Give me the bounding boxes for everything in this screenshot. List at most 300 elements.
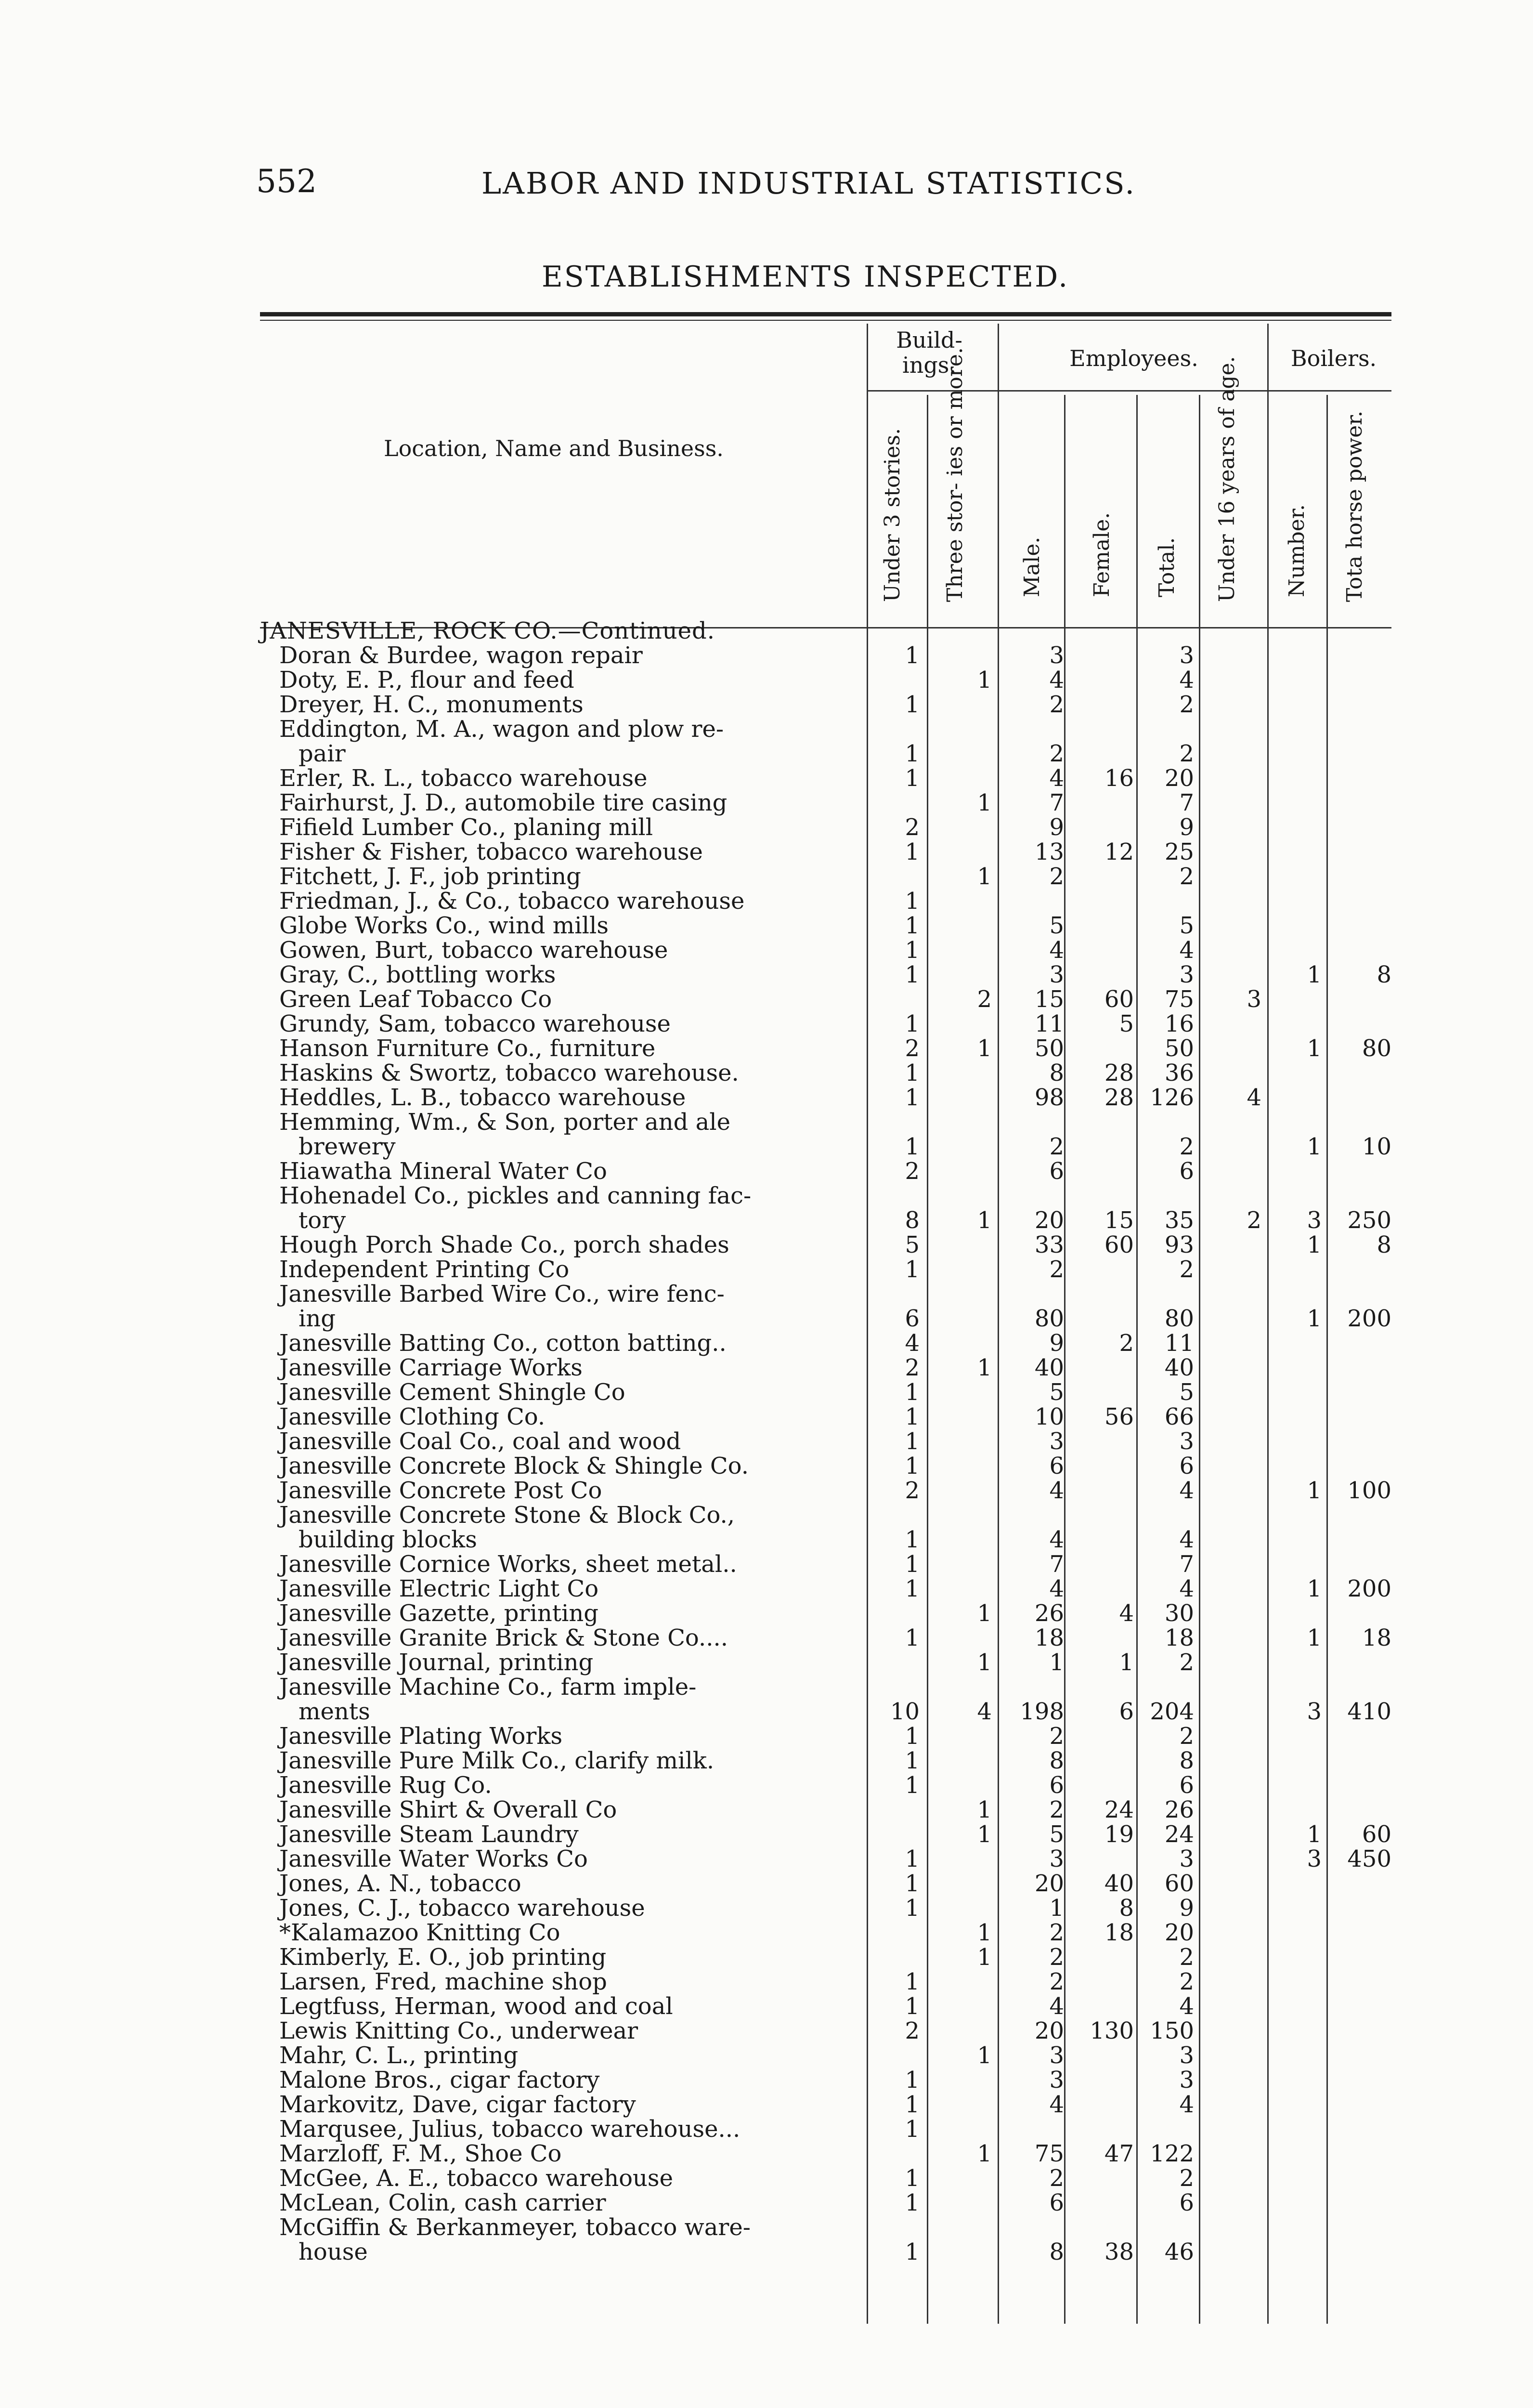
table-row bbox=[0, 791, 1533, 815]
three-or-more-cell: 1 bbox=[977, 2140, 992, 2167]
total-cell: 8 bbox=[1179, 1747, 1194, 1774]
establishment-name: Janesville Steam Laundry bbox=[279, 1821, 579, 1848]
male-cell: 3 bbox=[1049, 961, 1064, 988]
three-or-more-cell: 1 bbox=[977, 863, 992, 890]
male-cell: 6 bbox=[1049, 1453, 1064, 1479]
male-cell: 33 bbox=[1034, 1231, 1064, 1258]
total-cell: 3 bbox=[1179, 1845, 1194, 1872]
total-cell: 66 bbox=[1164, 1403, 1194, 1430]
establishment-name: Hough Porch Shade Co., porch shades bbox=[279, 1231, 729, 1258]
male-cell: 20 bbox=[1034, 2017, 1064, 2044]
under16-cell: 3 bbox=[1247, 986, 1261, 1013]
table-row bbox=[0, 1257, 1533, 1282]
male-cell: 5 bbox=[1049, 1821, 1064, 1848]
male-cell: 4 bbox=[1049, 937, 1064, 964]
under3-cell: 8 bbox=[905, 1207, 920, 1234]
table-row bbox=[0, 2019, 1533, 2043]
under3-cell: 1 bbox=[905, 1010, 920, 1037]
female-cell: 60 bbox=[1104, 1231, 1134, 1258]
under3-cell: 1 bbox=[905, 1870, 920, 1897]
male-cell: 4 bbox=[1049, 1526, 1064, 1553]
under3-cell: 1 bbox=[905, 1772, 920, 1799]
total-cell: 150 bbox=[1150, 2017, 1194, 2044]
boiler-number-cell: 3 bbox=[1307, 1207, 1322, 1234]
establishment-name: Legtfuss, Herman, wood and coal bbox=[279, 1993, 673, 2020]
male-cell: 11 bbox=[1034, 1010, 1064, 1037]
male-cell: 75 bbox=[1034, 2140, 1064, 2167]
male-cell: 8 bbox=[1049, 1747, 1064, 1774]
table-row bbox=[0, 1036, 1533, 1061]
table-row bbox=[0, 1110, 1533, 1159]
table-row bbox=[0, 2093, 1533, 2117]
table-row bbox=[0, 1331, 1533, 1356]
table-row bbox=[0, 2117, 1533, 2142]
under3-cell: 1 bbox=[905, 1747, 920, 1774]
three-or-more-cell: 1 bbox=[977, 1944, 992, 1971]
total-cell: 2 bbox=[1179, 1968, 1194, 1995]
table-row bbox=[0, 938, 1533, 963]
male-cell: 20 bbox=[1034, 1207, 1064, 1234]
total-cell: 6 bbox=[1179, 1772, 1194, 1799]
boiler-number-cell: 1 bbox=[1307, 1035, 1322, 1062]
horse-power-cell: 10 bbox=[1362, 1133, 1391, 1160]
total-cell: 2 bbox=[1179, 1723, 1194, 1750]
male-cell: 2 bbox=[1049, 1796, 1064, 1823]
vline bbox=[1267, 628, 1269, 2324]
total-cell: 2 bbox=[1179, 1256, 1194, 1283]
establishment-name-cont: building blocks bbox=[299, 1526, 477, 1553]
under3-cell: 2 bbox=[905, 814, 920, 841]
establishment-name: *Kalamazoo Knitting Co bbox=[279, 1919, 560, 1946]
total-cell: 3 bbox=[1179, 961, 1194, 988]
boiler-number-cell: 1 bbox=[1307, 961, 1322, 988]
under3-cell: 1 bbox=[905, 1575, 920, 1602]
establishment-name: Janesville Water Works Co bbox=[279, 1845, 588, 1872]
table-row bbox=[0, 2068, 1533, 2093]
total-cell: 7 bbox=[1179, 1551, 1194, 1578]
establishment-name: Friedman, J., & Co., tobacco warehouse bbox=[279, 888, 745, 915]
location-heading-row bbox=[0, 619, 1533, 643]
vline bbox=[1267, 324, 1269, 627]
table-row bbox=[0, 1086, 1533, 1110]
table-row bbox=[0, 1994, 1533, 2019]
establishment-name: Doty, E. P., flour and feed bbox=[279, 667, 574, 694]
col-buildings: Build- ings. bbox=[896, 327, 962, 378]
col-total: Total. bbox=[1155, 537, 1179, 597]
male-cell: 3 bbox=[1049, 2067, 1064, 2094]
col-number: Number. bbox=[1285, 504, 1309, 597]
total-cell: 18 bbox=[1164, 1624, 1194, 1651]
under3-cell: 5 bbox=[905, 1231, 920, 1258]
table-row bbox=[0, 1871, 1533, 1896]
establishment-name: McGee, A. E., tobacco warehouse bbox=[279, 2165, 673, 2192]
table-row bbox=[0, 766, 1533, 791]
total-cell: 9 bbox=[1179, 814, 1194, 841]
table-row bbox=[0, 2215, 1533, 2264]
vline bbox=[998, 628, 999, 2324]
total-cell: 4 bbox=[1179, 667, 1194, 694]
table-row bbox=[0, 2142, 1533, 2166]
three-or-more-cell: 1 bbox=[977, 1354, 992, 1381]
establishment-name: Marzloff, F. M., Shoe Co bbox=[279, 2140, 562, 2167]
total-cell: 60 bbox=[1164, 1870, 1194, 1897]
three-or-more-cell: 4 bbox=[977, 1698, 992, 1725]
male-cell: 8 bbox=[1049, 2238, 1064, 2265]
total-cell: 40 bbox=[1164, 1354, 1194, 1381]
establishment-name: Haskins & Swortz, tobacco warehouse. bbox=[279, 1060, 739, 1086]
total-cell: 2 bbox=[1179, 1133, 1194, 1160]
horse-power-cell: 18 bbox=[1362, 1624, 1391, 1651]
female-cell: 28 bbox=[1104, 1060, 1134, 1086]
vline bbox=[998, 324, 999, 627]
horse-power-cell: 100 bbox=[1347, 1477, 1391, 1504]
establishment-name: Fitchett, J. F., job printing bbox=[279, 863, 581, 890]
male-cell: 4 bbox=[1049, 1477, 1064, 1504]
total-cell: 5 bbox=[1179, 1379, 1194, 1406]
male-cell: 26 bbox=[1034, 1600, 1064, 1627]
establishment-name: Globe Works Co., wind mills bbox=[279, 912, 609, 939]
table-row bbox=[0, 815, 1533, 840]
table-row bbox=[0, 1650, 1533, 1675]
establishment-name: Janesville Journal, printing bbox=[279, 1649, 594, 1676]
boiler-number-cell: 1 bbox=[1307, 1305, 1322, 1332]
total-cell: 35 bbox=[1164, 1207, 1194, 1234]
boiler-number-cell: 1 bbox=[1307, 1231, 1322, 1258]
establishment-name: Fairhurst, J. D., automobile tire casing bbox=[279, 789, 728, 816]
location-heading: JANESVILLE, ROCK CO.—Continued. bbox=[260, 617, 715, 644]
female-cell: 24 bbox=[1104, 1796, 1134, 1823]
under3-cell: 4 bbox=[905, 1330, 920, 1357]
table-row bbox=[0, 1454, 1533, 1479]
vline bbox=[1199, 628, 1200, 2324]
under3-cell: 1 bbox=[905, 2091, 920, 2118]
table-row bbox=[0, 1749, 1533, 1773]
establishment-name: Janesville Cement Shingle Co bbox=[279, 1379, 625, 1406]
total-cell: 9 bbox=[1179, 1895, 1194, 1922]
total-cell: 6 bbox=[1179, 2189, 1194, 2216]
table-row bbox=[0, 914, 1533, 938]
establishment-name: Jones, C. J., tobacco warehouse bbox=[279, 1895, 645, 1922]
under3-cell: 1 bbox=[905, 937, 920, 964]
female-cell: 5 bbox=[1119, 1010, 1134, 1037]
table-row bbox=[0, 1184, 1533, 1233]
total-cell: 2 bbox=[1179, 1944, 1194, 1971]
col-under3: Under 3 stories. bbox=[880, 428, 905, 602]
total-cell: 20 bbox=[1164, 765, 1194, 792]
male-cell: 9 bbox=[1049, 1330, 1064, 1357]
male-cell: 6 bbox=[1049, 1772, 1064, 1799]
boiler-number-cell: 1 bbox=[1307, 1575, 1322, 1602]
male-cell: 2 bbox=[1049, 1133, 1064, 1160]
under3-cell: 6 bbox=[905, 1305, 920, 1332]
male-cell: 6 bbox=[1049, 1158, 1064, 1185]
col-male: Male. bbox=[1020, 537, 1044, 597]
table-row bbox=[0, 1552, 1533, 1577]
under3-cell: 1 bbox=[905, 1403, 920, 1430]
total-cell: 122 bbox=[1150, 2140, 1194, 2167]
female-cell: 15 bbox=[1104, 1207, 1134, 1234]
establishment-name-cont: ments bbox=[299, 1698, 370, 1725]
total-cell: 24 bbox=[1164, 1821, 1194, 1848]
total-cell: 4 bbox=[1179, 2091, 1194, 2118]
total-cell: 75 bbox=[1164, 986, 1194, 1013]
establishment-name: Hanson Furniture Co., furniture bbox=[279, 1035, 656, 1062]
establishment-name: Janesville Gazette, printing bbox=[279, 1600, 599, 1627]
female-cell: 130 bbox=[1090, 2017, 1134, 2044]
section-title: ESTABLISHMENTS INSPECTED. bbox=[542, 260, 1069, 294]
establishment-name: Hohenadel Co., pickles and canning fac- bbox=[279, 1182, 752, 1209]
vline bbox=[1136, 395, 1138, 627]
under3-cell: 1 bbox=[905, 1993, 920, 2020]
establishment-name-cont: house bbox=[299, 2238, 368, 2265]
table-row bbox=[0, 1380, 1533, 1405]
table-row bbox=[0, 1970, 1533, 1994]
horse-power-cell: 8 bbox=[1377, 1231, 1391, 1258]
establishment-name: Janesville Plating Works bbox=[279, 1723, 563, 1750]
header-rule bbox=[260, 312, 1391, 316]
three-or-more-cell: 1 bbox=[977, 1796, 992, 1823]
establishment-name-cont: pair bbox=[299, 740, 346, 767]
table-row bbox=[0, 1724, 1533, 1749]
establishment-name: Gowen, Burt, tobacco warehouse bbox=[279, 937, 668, 964]
total-cell: 25 bbox=[1164, 838, 1194, 865]
male-cell: 98 bbox=[1034, 1084, 1064, 1111]
under3-cell: 1 bbox=[905, 1428, 920, 1455]
vline bbox=[1064, 395, 1065, 627]
under3-cell: 1 bbox=[905, 838, 920, 865]
table-row bbox=[0, 864, 1533, 889]
male-cell: 2 bbox=[1049, 691, 1064, 718]
under3-cell: 1 bbox=[905, 1526, 920, 1553]
under16-cell: 4 bbox=[1247, 1084, 1261, 1111]
male-cell: 20 bbox=[1034, 1870, 1064, 1897]
table-row bbox=[0, 1847, 1533, 1871]
under3-cell: 2 bbox=[905, 1477, 920, 1504]
total-cell: 2 bbox=[1179, 2165, 1194, 2192]
horse-power-cell: 200 bbox=[1347, 1575, 1391, 1602]
female-cell: 56 bbox=[1104, 1403, 1134, 1430]
under3-cell: 2 bbox=[905, 1354, 920, 1381]
under3-cell: 1 bbox=[905, 765, 920, 792]
vline bbox=[1064, 628, 1065, 2324]
male-cell: 4 bbox=[1049, 1575, 1064, 1602]
vline bbox=[1136, 628, 1138, 2324]
under3-cell: 2 bbox=[905, 1035, 920, 1062]
male-cell: 5 bbox=[1049, 912, 1064, 939]
establishment-name: Janesville Batting Co., cotton batting.. bbox=[279, 1330, 727, 1357]
total-cell: 36 bbox=[1164, 1060, 1194, 1086]
vline bbox=[867, 628, 868, 2324]
total-cell: 2 bbox=[1179, 863, 1194, 890]
establishment-name: Doran & Burdee, wagon repair bbox=[279, 642, 643, 669]
total-cell: 16 bbox=[1164, 1010, 1194, 1037]
male-cell: 2 bbox=[1049, 1944, 1064, 1971]
page-number: 552 bbox=[256, 163, 317, 200]
male-cell: 2 bbox=[1049, 740, 1064, 767]
male-cell: 4 bbox=[1049, 765, 1064, 792]
establishment-name: Markovitz, Dave, cigar factory bbox=[279, 2091, 636, 2118]
under3-cell: 1 bbox=[905, 1968, 920, 1995]
horse-power-cell: 450 bbox=[1347, 1845, 1391, 1872]
three-or-more-cell: 1 bbox=[977, 789, 992, 816]
under3-cell: 1 bbox=[905, 1723, 920, 1750]
table-row bbox=[0, 840, 1533, 864]
table-row bbox=[0, 1282, 1533, 1331]
table-row bbox=[0, 2166, 1533, 2191]
table-row bbox=[0, 1061, 1533, 1086]
establishment-name: Janesville Rug Co. bbox=[279, 1772, 492, 1799]
col-under16: Under 16 years of age. bbox=[1215, 356, 1239, 602]
table-row bbox=[0, 1429, 1533, 1454]
male-cell: 2 bbox=[1049, 863, 1064, 890]
establishment-name: Green Leaf Tobacco Co bbox=[279, 986, 552, 1013]
male-cell: 15 bbox=[1034, 986, 1064, 1013]
table-row bbox=[0, 1921, 1533, 1945]
header-rule-thin bbox=[260, 320, 1391, 321]
under3-cell: 1 bbox=[905, 642, 920, 669]
col-three-or-more: Three stor- ies or more. bbox=[943, 347, 967, 602]
establishment-name: Hiawatha Mineral Water Co bbox=[279, 1158, 607, 1185]
total-cell: 4 bbox=[1179, 1993, 1194, 2020]
three-or-more-cell: 1 bbox=[977, 1207, 992, 1234]
male-cell: 13 bbox=[1034, 838, 1064, 865]
table-row bbox=[0, 693, 1533, 717]
three-or-more-cell: 1 bbox=[977, 1919, 992, 1946]
col-boilers: Boilers. bbox=[1290, 345, 1377, 371]
three-or-more-cell: 1 bbox=[977, 667, 992, 694]
establishment-name: Erler, R. L., tobacco warehouse bbox=[279, 765, 648, 792]
under3-cell: 10 bbox=[890, 1698, 920, 1725]
male-cell: 40 bbox=[1034, 1354, 1064, 1381]
three-or-more-cell: 1 bbox=[977, 1600, 992, 1627]
total-cell: 6 bbox=[1179, 1453, 1194, 1479]
table-row bbox=[0, 1479, 1533, 1503]
table-row bbox=[0, 1503, 1533, 1552]
table-row bbox=[0, 1233, 1533, 1257]
under3-cell: 1 bbox=[905, 1453, 920, 1479]
table-row bbox=[0, 1356, 1533, 1380]
under3-cell: 1 bbox=[905, 740, 920, 767]
under3-cell: 1 bbox=[905, 961, 920, 988]
table-row bbox=[0, 1675, 1533, 1724]
boiler-number-cell: 3 bbox=[1307, 1845, 1322, 1872]
under3-cell: 1 bbox=[905, 1551, 920, 1578]
table-row bbox=[0, 987, 1533, 1012]
total-cell: 7 bbox=[1179, 789, 1194, 816]
under3-cell: 2 bbox=[905, 2017, 920, 2044]
under3-cell: 1 bbox=[905, 1084, 920, 1111]
establishment-name: Janesville Electric Light Co bbox=[279, 1575, 599, 1602]
table-body bbox=[0, 619, 1533, 2264]
total-cell: 30 bbox=[1164, 1600, 1194, 1627]
establishment-name: McLean, Colin, cash carrier bbox=[279, 2189, 606, 2216]
under16-cell: 2 bbox=[1247, 1207, 1261, 1234]
total-cell: 26 bbox=[1164, 1796, 1194, 1823]
female-cell: 40 bbox=[1104, 1870, 1134, 1897]
establishment-name: Jones, A. N., tobacco bbox=[279, 1870, 521, 1897]
male-cell: 5 bbox=[1049, 1379, 1064, 1406]
female-cell: 28 bbox=[1104, 1084, 1134, 1111]
boiler-number-cell: 1 bbox=[1307, 1477, 1322, 1504]
table-row bbox=[0, 717, 1533, 766]
establishment-name: Heddles, L. B., tobacco warehouse bbox=[279, 1084, 686, 1111]
female-cell: 18 bbox=[1104, 1919, 1134, 1946]
total-cell: 11 bbox=[1164, 1330, 1194, 1357]
establishment-name: Larsen, Fred, machine shop bbox=[279, 1968, 607, 1995]
three-or-more-cell: 1 bbox=[977, 2042, 992, 2069]
establishment-name: Mahr, C. L., printing bbox=[279, 2042, 519, 2069]
table-row bbox=[0, 1773, 1533, 1798]
establishment-name: McGiffin & Berkanmeyer, tobacco ware- bbox=[279, 2214, 751, 2241]
boiler-number-cell: 1 bbox=[1307, 1624, 1322, 1651]
establishment-name: Marqusee, Julius, tobacco warehouse... bbox=[279, 2116, 741, 2143]
female-cell: 19 bbox=[1104, 1821, 1134, 1848]
total-cell: 204 bbox=[1150, 1698, 1194, 1725]
establishment-name: Fifield Lumber Co., planing mill bbox=[279, 814, 653, 841]
under3-cell: 1 bbox=[905, 1256, 920, 1283]
total-cell: 5 bbox=[1179, 912, 1194, 939]
establishment-name: Gray, C., bottling works bbox=[279, 961, 556, 988]
total-cell: 4 bbox=[1179, 937, 1194, 964]
boiler-number-cell: 1 bbox=[1307, 1821, 1322, 1848]
table-row bbox=[0, 1601, 1533, 1626]
male-cell: 2 bbox=[1049, 1256, 1064, 1283]
male-cell: 1 bbox=[1049, 1895, 1064, 1922]
establishment-name: Janesville Shirt & Overall Co bbox=[279, 1796, 617, 1823]
table-row bbox=[0, 1945, 1533, 1970]
under3-cell: 1 bbox=[905, 2165, 920, 2192]
establishment-name: Hemming, Wm., & Son, porter and ale bbox=[279, 1109, 730, 1136]
horse-power-cell: 60 bbox=[1362, 1821, 1391, 1848]
table-row bbox=[0, 2043, 1533, 2068]
female-cell: 1 bbox=[1119, 1649, 1134, 1676]
under3-cell: 1 bbox=[905, 1060, 920, 1086]
total-cell: 3 bbox=[1179, 2067, 1194, 2094]
under3-cell: 1 bbox=[905, 2116, 920, 2143]
table-row bbox=[0, 1798, 1533, 1822]
total-cell: 4 bbox=[1179, 1526, 1194, 1553]
male-cell: 3 bbox=[1049, 642, 1064, 669]
establishment-name: Janesville Pure Milk Co., clarify milk. bbox=[279, 1747, 715, 1774]
establishment-name: Grundy, Sam, tobacco warehouse bbox=[279, 1010, 671, 1037]
male-cell: 6 bbox=[1049, 2189, 1064, 2216]
col-female: Female. bbox=[1090, 512, 1114, 597]
vline bbox=[1326, 395, 1328, 627]
boiler-number-cell: 1 bbox=[1307, 1133, 1322, 1160]
table-row bbox=[0, 2191, 1533, 2215]
horse-power-cell: 200 bbox=[1347, 1305, 1391, 1332]
male-cell: 3 bbox=[1049, 1428, 1064, 1455]
male-cell: 4 bbox=[1049, 667, 1064, 694]
male-cell: 4 bbox=[1049, 1993, 1064, 2020]
under3-cell: 1 bbox=[905, 2067, 920, 2094]
three-or-more-cell: 2 bbox=[977, 986, 992, 1013]
table-row bbox=[0, 1405, 1533, 1429]
table-row bbox=[0, 1012, 1533, 1036]
total-cell: 80 bbox=[1164, 1305, 1194, 1332]
female-cell: 2 bbox=[1119, 1330, 1134, 1357]
table-row bbox=[0, 1626, 1533, 1650]
vline bbox=[927, 395, 928, 627]
under3-cell: 1 bbox=[905, 2189, 920, 2216]
male-cell: 4 bbox=[1049, 2091, 1064, 2118]
female-cell: 47 bbox=[1104, 2140, 1134, 2167]
vline bbox=[867, 324, 868, 627]
under3-cell: 1 bbox=[905, 1379, 920, 1406]
table-row bbox=[0, 1159, 1533, 1184]
table-row bbox=[0, 1577, 1533, 1601]
establishment-name: Janesville Barbed Wire Co., wire fenc- bbox=[279, 1281, 725, 1308]
